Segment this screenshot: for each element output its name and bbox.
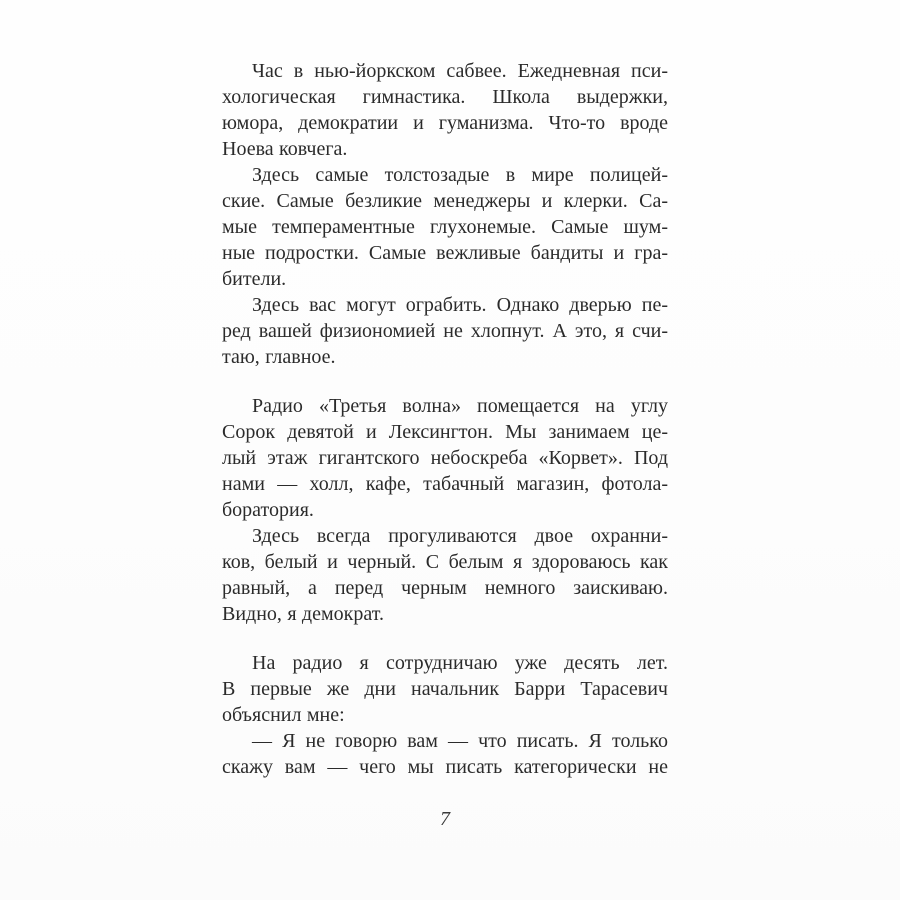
text-line: На радио я сотрудничаю уже десять лет. [252, 652, 668, 674]
text-line: В первые же дни начальник Барри Тарасевич [222, 678, 668, 700]
text-line: скажу вам — чего мы писать категорически не [222, 756, 668, 778]
text-line: мые темпераментные глухонемые. Самые шум- [222, 216, 668, 238]
text-line: хологическая гимнастика. Школа выдержки, [222, 86, 668, 108]
text-line: ред вашей физиономией не хлопнут. А это, я счи- [222, 320, 668, 342]
text-line: Радио «Третья волна» помещается на углу [252, 395, 668, 417]
text-line: равный, а перед черным немного заискиваю. [222, 577, 668, 599]
paragraph [222, 292, 668, 370]
text-line: лый этаж гигантского небоскреба «Корвет». Под [222, 447, 668, 469]
text-line: Час в нью-йоркском сабвее. Ежедневная пси- [252, 60, 668, 82]
text-line: — Я не говорю вам — что писать. Я только [252, 730, 668, 752]
paragraph [222, 728, 668, 780]
text-line: нами — холл, кафе, табачный магазин, фотола- [222, 473, 668, 495]
text-line: боратория. [222, 499, 314, 521]
paragraph [222, 523, 668, 627]
text-column [222, 58, 668, 780]
paragraph [222, 650, 668, 728]
text-line: ские. Самые безликие менеджеры и клерки. Са- [222, 190, 668, 212]
text-line: юмора, демократии и гуманизма. Что-то вроде [222, 112, 668, 134]
page-number: 7 [440, 808, 450, 830]
paragraph [222, 393, 668, 523]
paragraph [222, 58, 668, 162]
text-line: Сорок девятой и Лексингтон. Мы занимаем це- [222, 421, 668, 443]
text-line: Здесь вас могут ограбить. Однако дверью пе- [252, 294, 668, 316]
text-line: Ноева ковчега. [222, 138, 348, 160]
paragraph [222, 162, 668, 292]
text-line: таю, главное. [222, 346, 336, 368]
text-line: бители. [222, 268, 287, 290]
text-line: ков, белый и черный. С белым я здороваюсь как [222, 551, 668, 573]
text-line: Здесь самые толстозадые в мире полицей- [252, 164, 668, 186]
text-line: ные подростки. Самые вежливые бандиты и гра- [222, 242, 668, 264]
text-line: Видно, я демократ. [222, 603, 384, 625]
text-line: Здесь всегда прогуливаются двое охранни- [252, 525, 668, 547]
text-line: объяснил мне: [222, 704, 345, 726]
